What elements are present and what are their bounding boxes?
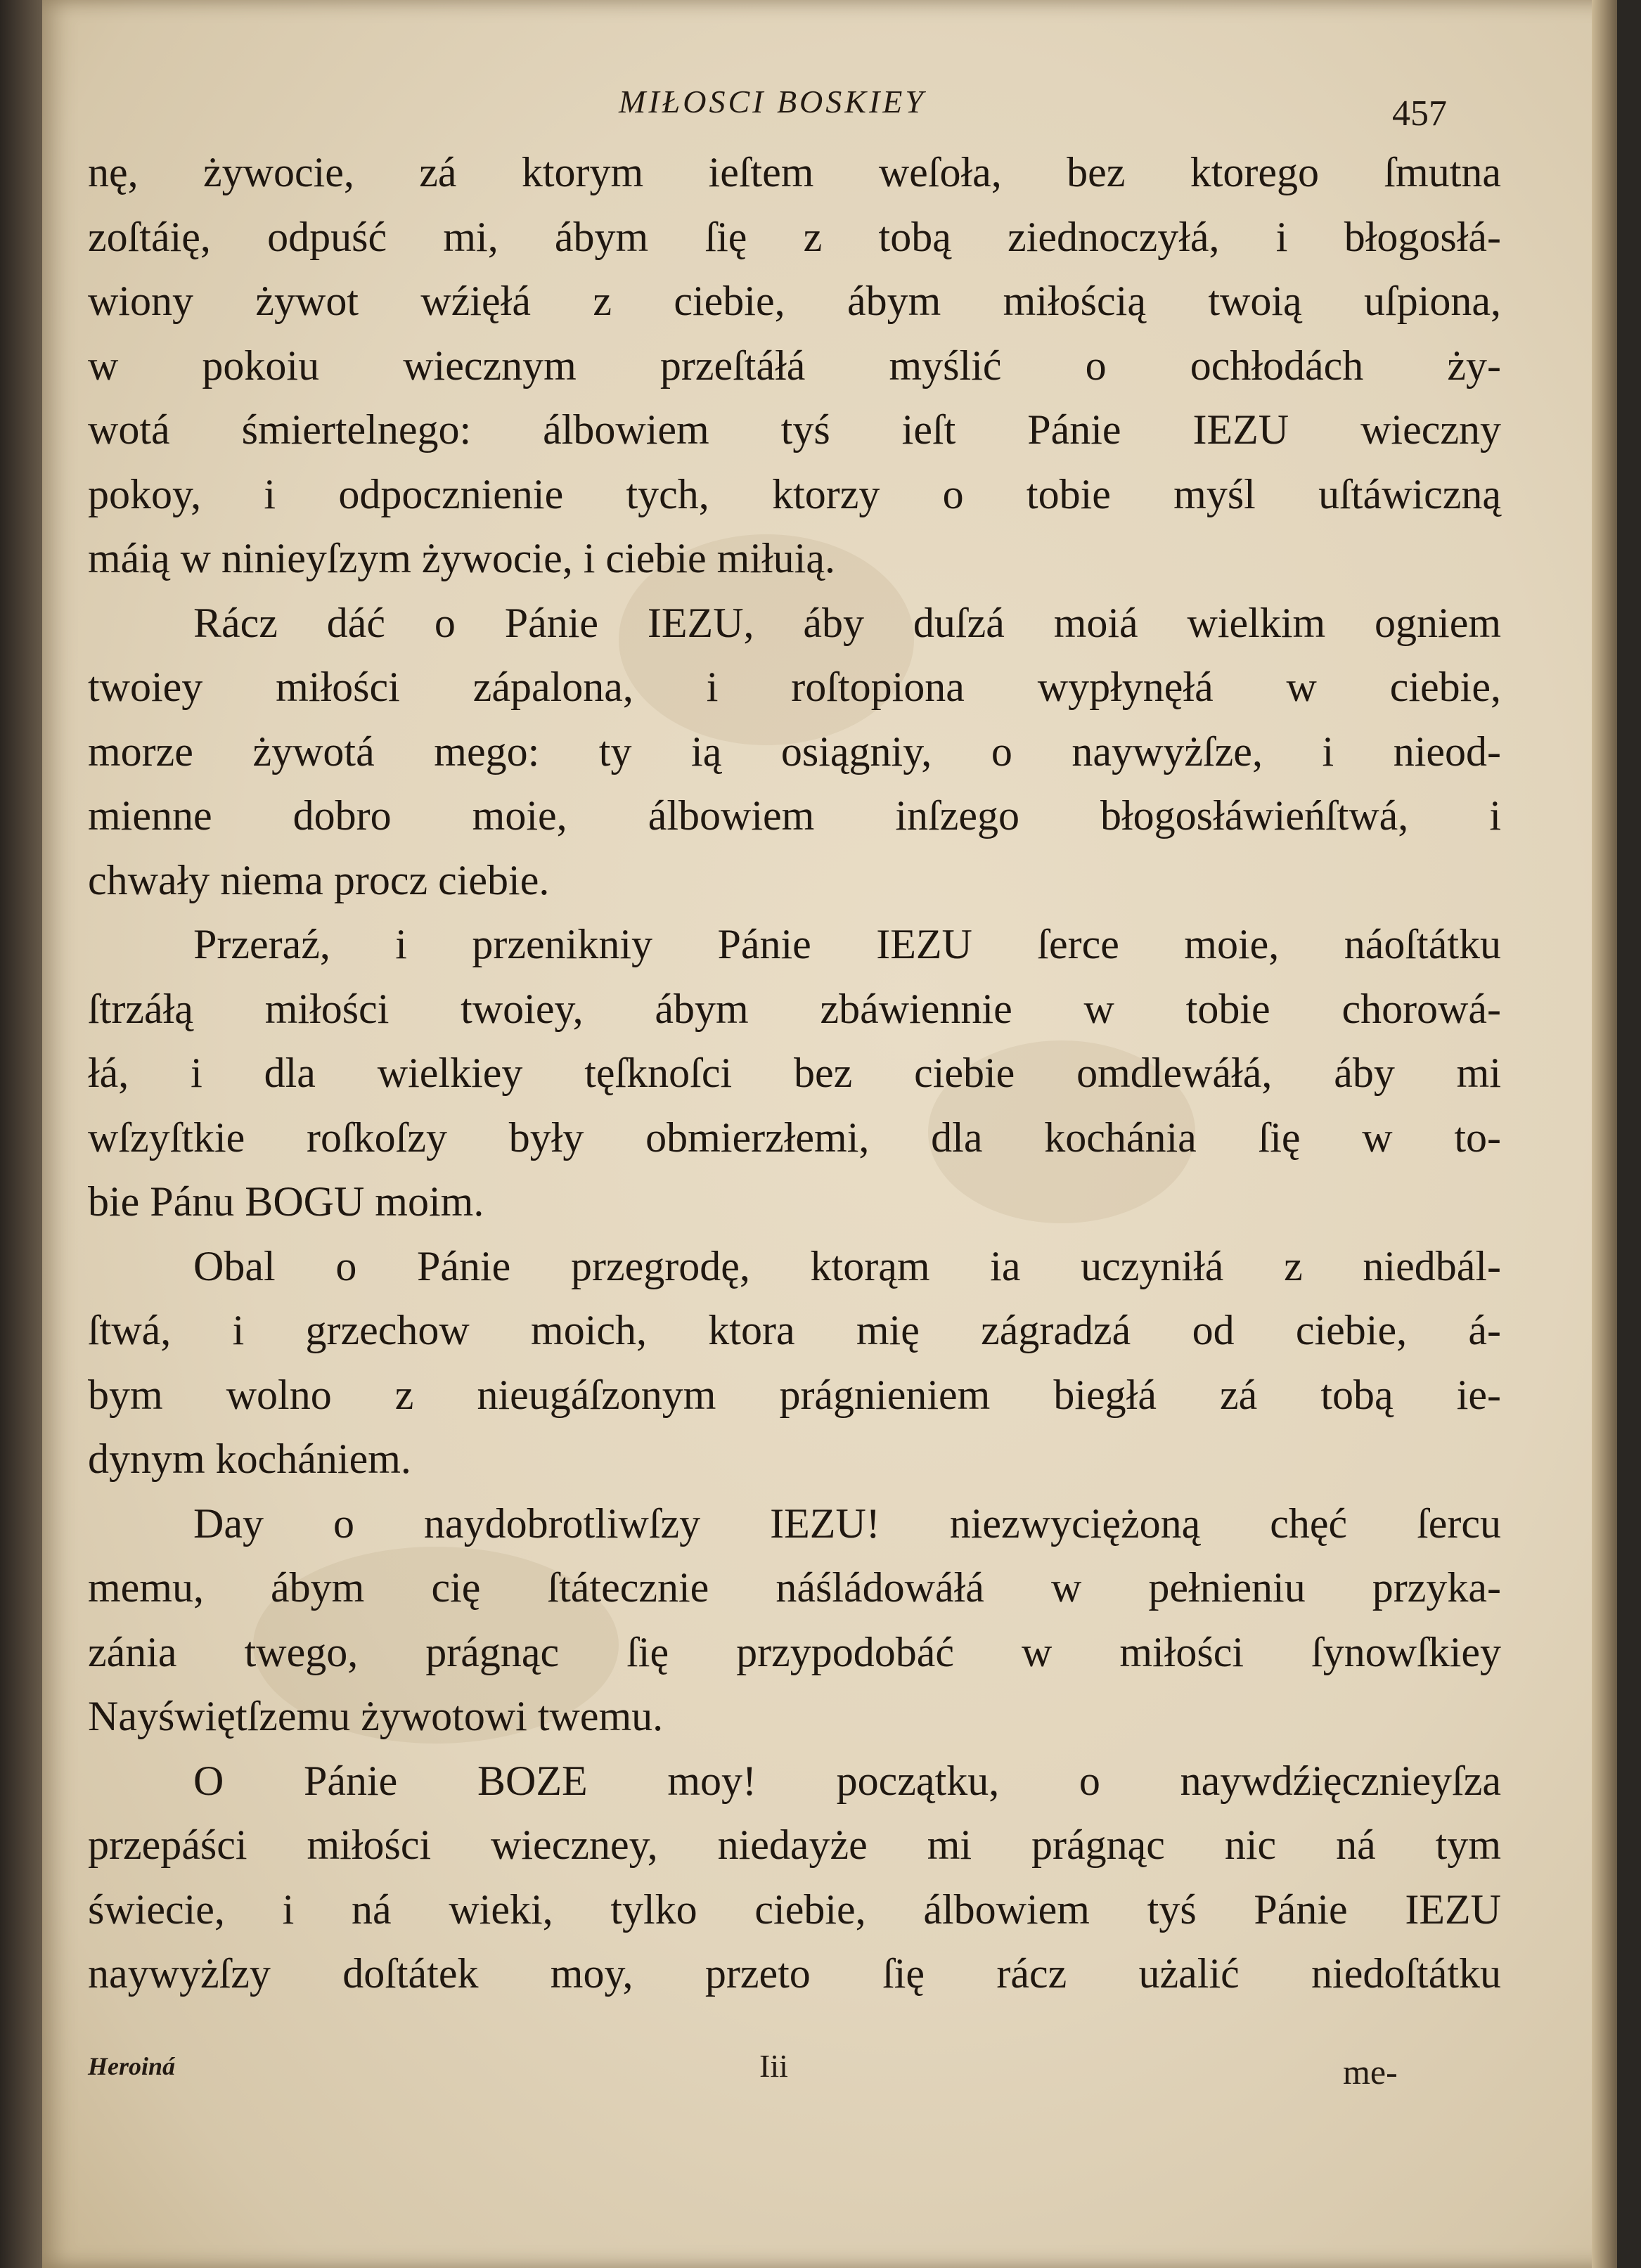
text-line: zoſtáię, odpuść mi, ábym ſię z tobą ziednoczyłá, i błogosłá-: [88, 213, 1501, 260]
page-edge-right: [1592, 0, 1617, 2268]
text-line: wſzyſtkie roſkoſzy były obmierzłemi, dla kochánia ſię w to-: [88, 1114, 1501, 1161]
text-line: mienne dobro moie, álbowiem inſzego błogosłáwieńſtwá, i: [88, 792, 1501, 839]
text-line: máią w ninieyſzym żywocie, i ciebie miłuią.: [88, 535, 835, 581]
text-line: w pokoiu wiecznym przeſtáłá myślić o ochłodách ży-: [88, 342, 1501, 389]
text-line: przepáści miłości wieczney, niedayże mi prágnąc nic ná tym: [88, 1822, 1501, 1868]
text-line: twoiey miłości zápalona, i roſtopiona wypłynęłá w ciebie,: [88, 664, 1501, 710]
text-line: zánia twego, prágnąc ſię przypodobáć w miłości ſynowſkiey: [88, 1628, 1501, 1675]
footer-signature: Heroiná: [88, 2052, 176, 2080]
text-line: Day o naydobrotliwſzy IEZU! niezwyciężoną chęć ſercu: [193, 1500, 1501, 1547]
page-footer: [42, 2048, 1617, 2101]
text-line: nę, żywocie, zá ktorym ieſtem weſoła, bez ktorego ſmutna: [88, 149, 1501, 195]
book-page: [42, 0, 1617, 2268]
running-title: MIŁOSCI BOSKIEY: [619, 84, 926, 120]
text-line: bym wolno z nieugáſzonym prágnieniem biegłá zá tobą ie-: [88, 1371, 1501, 1418]
text-line: ſtrzáłą miłości twoiey, ábym zbáwiennie w tobie chorowá-: [88, 985, 1501, 1032]
text-line: naywyżſzy doſtátek moy, przeto ſię rácz użalić niedoſtátku: [88, 1950, 1501, 1997]
text-line: wiony żywot wźięłá z ciebie, ábym miłością twoią uſpiona,: [88, 278, 1501, 324]
text-line: Nayświętſzemu żywotowi twemu.: [88, 1693, 664, 1739]
text-line: ſtwá, i grzechow moich, ktora mię zágradzá od ciebie, á-: [88, 1307, 1501, 1353]
text-line: wotá śmiertelnego: álbowiem tyś ieſt Pánie IEZU wieczny: [88, 406, 1501, 453]
text-line: bie Pánu BOGU moim.: [88, 1178, 484, 1225]
text-line: łá, i dla wielkiey tęſknoſci bez ciebie omdlewáłá, áby mi: [88, 1050, 1501, 1096]
signature-mark: Iii: [759, 2048, 788, 2084]
text-line: Obal o Pánie przegrodę, ktorąm ia uczyniłá z niedbál-: [193, 1242, 1501, 1289]
text-line: memu, ábym cię ſtátecznie náśládowáłá w pełnieniu przyka-: [88, 1564, 1501, 1611]
running-head: [42, 83, 1617, 139]
text-line: Przeraź, i przenikniy Pánie IEZU ſerce moie, náoſtátku: [193, 921, 1501, 967]
text-line: dynym kochániem.: [88, 1436, 411, 1482]
page-number: 457: [1392, 94, 1447, 134]
body-text: [88, 141, 1501, 2006]
text-line: morze żywotá mego: ty ią osiągniy, o naywyżſze, i nieod-: [88, 728, 1501, 775]
text-line: świecie, i ná wieki, tylko ciebie, álbowiem tyś Pánie IEZU: [88, 1886, 1501, 1933]
text-line: chwały niema procz ciebie.: [88, 856, 550, 903]
text-line: Rácz dáć o Pánie IEZU, áby duſzá moiá wielkim ogniem: [193, 599, 1501, 646]
text-line: O Pánie BOZE moy! początku, o naywdźięcznieyſza: [193, 1757, 1501, 1804]
catchword: me-: [1343, 2052, 1398, 2092]
text-line: pokoy, i odpocznienie tych, ktorzy o tobie myśl uſtáwiczną: [88, 470, 1501, 517]
